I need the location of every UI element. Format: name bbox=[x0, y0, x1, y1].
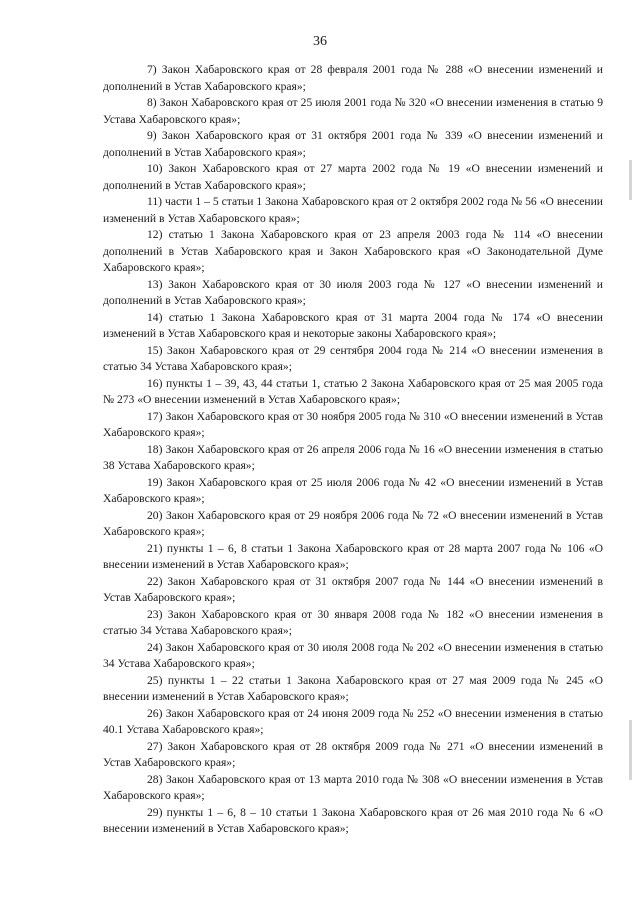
paragraph-item-28: 28) Закон Хабаровского края от 13 марта 2010 года № 308 «О внесении изменения в Устав Хабаровского края»; bbox=[103, 772, 603, 802]
paragraph-item-8: 8) Закон Хабаровского края от 25 июля 2001 года № 320 «О внесении изменения в статью 9 Устава Хабаровского края»; bbox=[103, 96, 603, 126]
paragraph-item-17: 17) Закон Хабаровского края от 30 ноября 2005 года № 310 «О внесении изменений в Устав Хабаровского края»; bbox=[103, 409, 603, 439]
paragraph-item-9: 9) Закон Хабаровского края от 31 октября 2001 года № 339 «О внесении изменений и дополнений в Устав Хабаровского края»; bbox=[103, 129, 603, 159]
paragraph-item-24: 24) Закон Хабаровского края от 30 июля 2008 года № 202 «О внесении изменения в статью 34 Устава Хабаровского края»; bbox=[103, 640, 603, 670]
paragraph-item-26: 26) Закон Хабаровского края от 24 июня 2009 года № 252 «О внесении изменения в статью 40.1 Устава Хабаровского края»; bbox=[103, 706, 603, 736]
paragraph-item-12: 12) статью 1 Закона Хабаровского края от 23 апреля 2003 года № 114 «О внесении дополнений в Устав Хабаровского края и Закон Хабаровского края «О Законодательной Думе Хабаровского края»; bbox=[103, 228, 603, 274]
paragraph-item-15: 15) Закон Хабаровского края от 29 сентября 2004 года № 214 «О внесении изменения в статью 34 Устава Хабаровского края»; bbox=[103, 343, 603, 373]
paragraph-item-7: 7) Закон Хабаровского края от 28 февраля 2001 года № 288 «О внесении изменений и дополнений в Устав Хабаровского края»; bbox=[103, 63, 603, 93]
paragraph-item-29: 29) пункты 1 – 6, 8 – 10 статьи 1 Закона Хабаровского края от 26 мая 2010 года № 6 «О внесении изменений в Устав Хабаровского края»; bbox=[103, 805, 603, 835]
paragraph-item-27: 27) Закон Хабаровского края от 28 октября 2009 года № 271 «О внесении изменений в Устав Хабаровского края»; bbox=[103, 739, 603, 769]
paragraph-item-11: 11) части 1 – 5 статьи 1 Закона Хабаровского края от 2 октября 2002 года № 56 «О внесении изменений в Устав Хабаровского края»; bbox=[103, 195, 603, 225]
paragraph-item-22: 22) Закон Хабаровского края от 31 октября 2007 года № 144 «О внесении изменений в Устав Хабаровского края»; bbox=[103, 574, 603, 604]
paragraph-item-14: 14) статью 1 Закона Хабаровского края от 31 марта 2004 года № 174 «О внесении изменений в Устав Хабаровского края и некоторые законы Хабаровского края»; bbox=[103, 310, 603, 340]
paragraph-item-13: 13) Закон Хабаровского края от 30 июля 2003 года № 127 «О внесении изменений и дополнений в Устав Хабаровского края»; bbox=[103, 277, 603, 307]
paragraph-item-19: 19) Закон Хабаровского края от 25 июля 2006 года № 42 «О внесении изменений в Устав Хабаровского края»; bbox=[103, 475, 603, 505]
page-number: 36 bbox=[313, 34, 327, 49]
document-body bbox=[103, 62, 603, 838]
paragraph-item-21: 21) пункты 1 – 6, 8 статьи 1 Закона Хабаровского края от 28 марта 2007 года № 106 «О внесении изменений в Устав Хабаровского края»; bbox=[103, 541, 603, 571]
paragraph-item-10: 10) Закон Хабаровского края от 27 марта 2002 года № 19 «О внесении изменений и дополнений в Устав Хабаровского края»; bbox=[103, 162, 603, 192]
paragraph-item-18: 18) Закон Хабаровского края от 26 апреля 2006 года № 16 «О внесении изменения в статью 38 Устава Хабаровского края»; bbox=[103, 442, 603, 472]
scan-edge-mark-bottom bbox=[629, 720, 632, 780]
paragraph-item-16: 16) пункты 1 – 39, 43, 44 статьи 1, статью 2 Закона Хабаровского края от 25 мая 2005 года № 273 «О внесении изменений в Устав Хабаровского края»; bbox=[103, 376, 603, 406]
paragraph-item-25: 25) пункты 1 – 22 статьи 1 Закона Хабаровского края от 27 мая 2009 года № 245 «О внесении изменений в Устав Хабаровского края»; bbox=[103, 673, 603, 703]
paragraph-item-23: 23) Закон Хабаровского края от 30 января 2008 года № 182 «О внесении изменения в статью 34 Устава Хабаровского края»; bbox=[103, 607, 603, 637]
scan-edge-mark-top bbox=[629, 160, 632, 200]
paragraph-item-20: 20) Закон Хабаровского края от 29 ноября 2006 года № 72 «О внесении изменений в Устав Хабаровского края»; bbox=[103, 508, 603, 538]
